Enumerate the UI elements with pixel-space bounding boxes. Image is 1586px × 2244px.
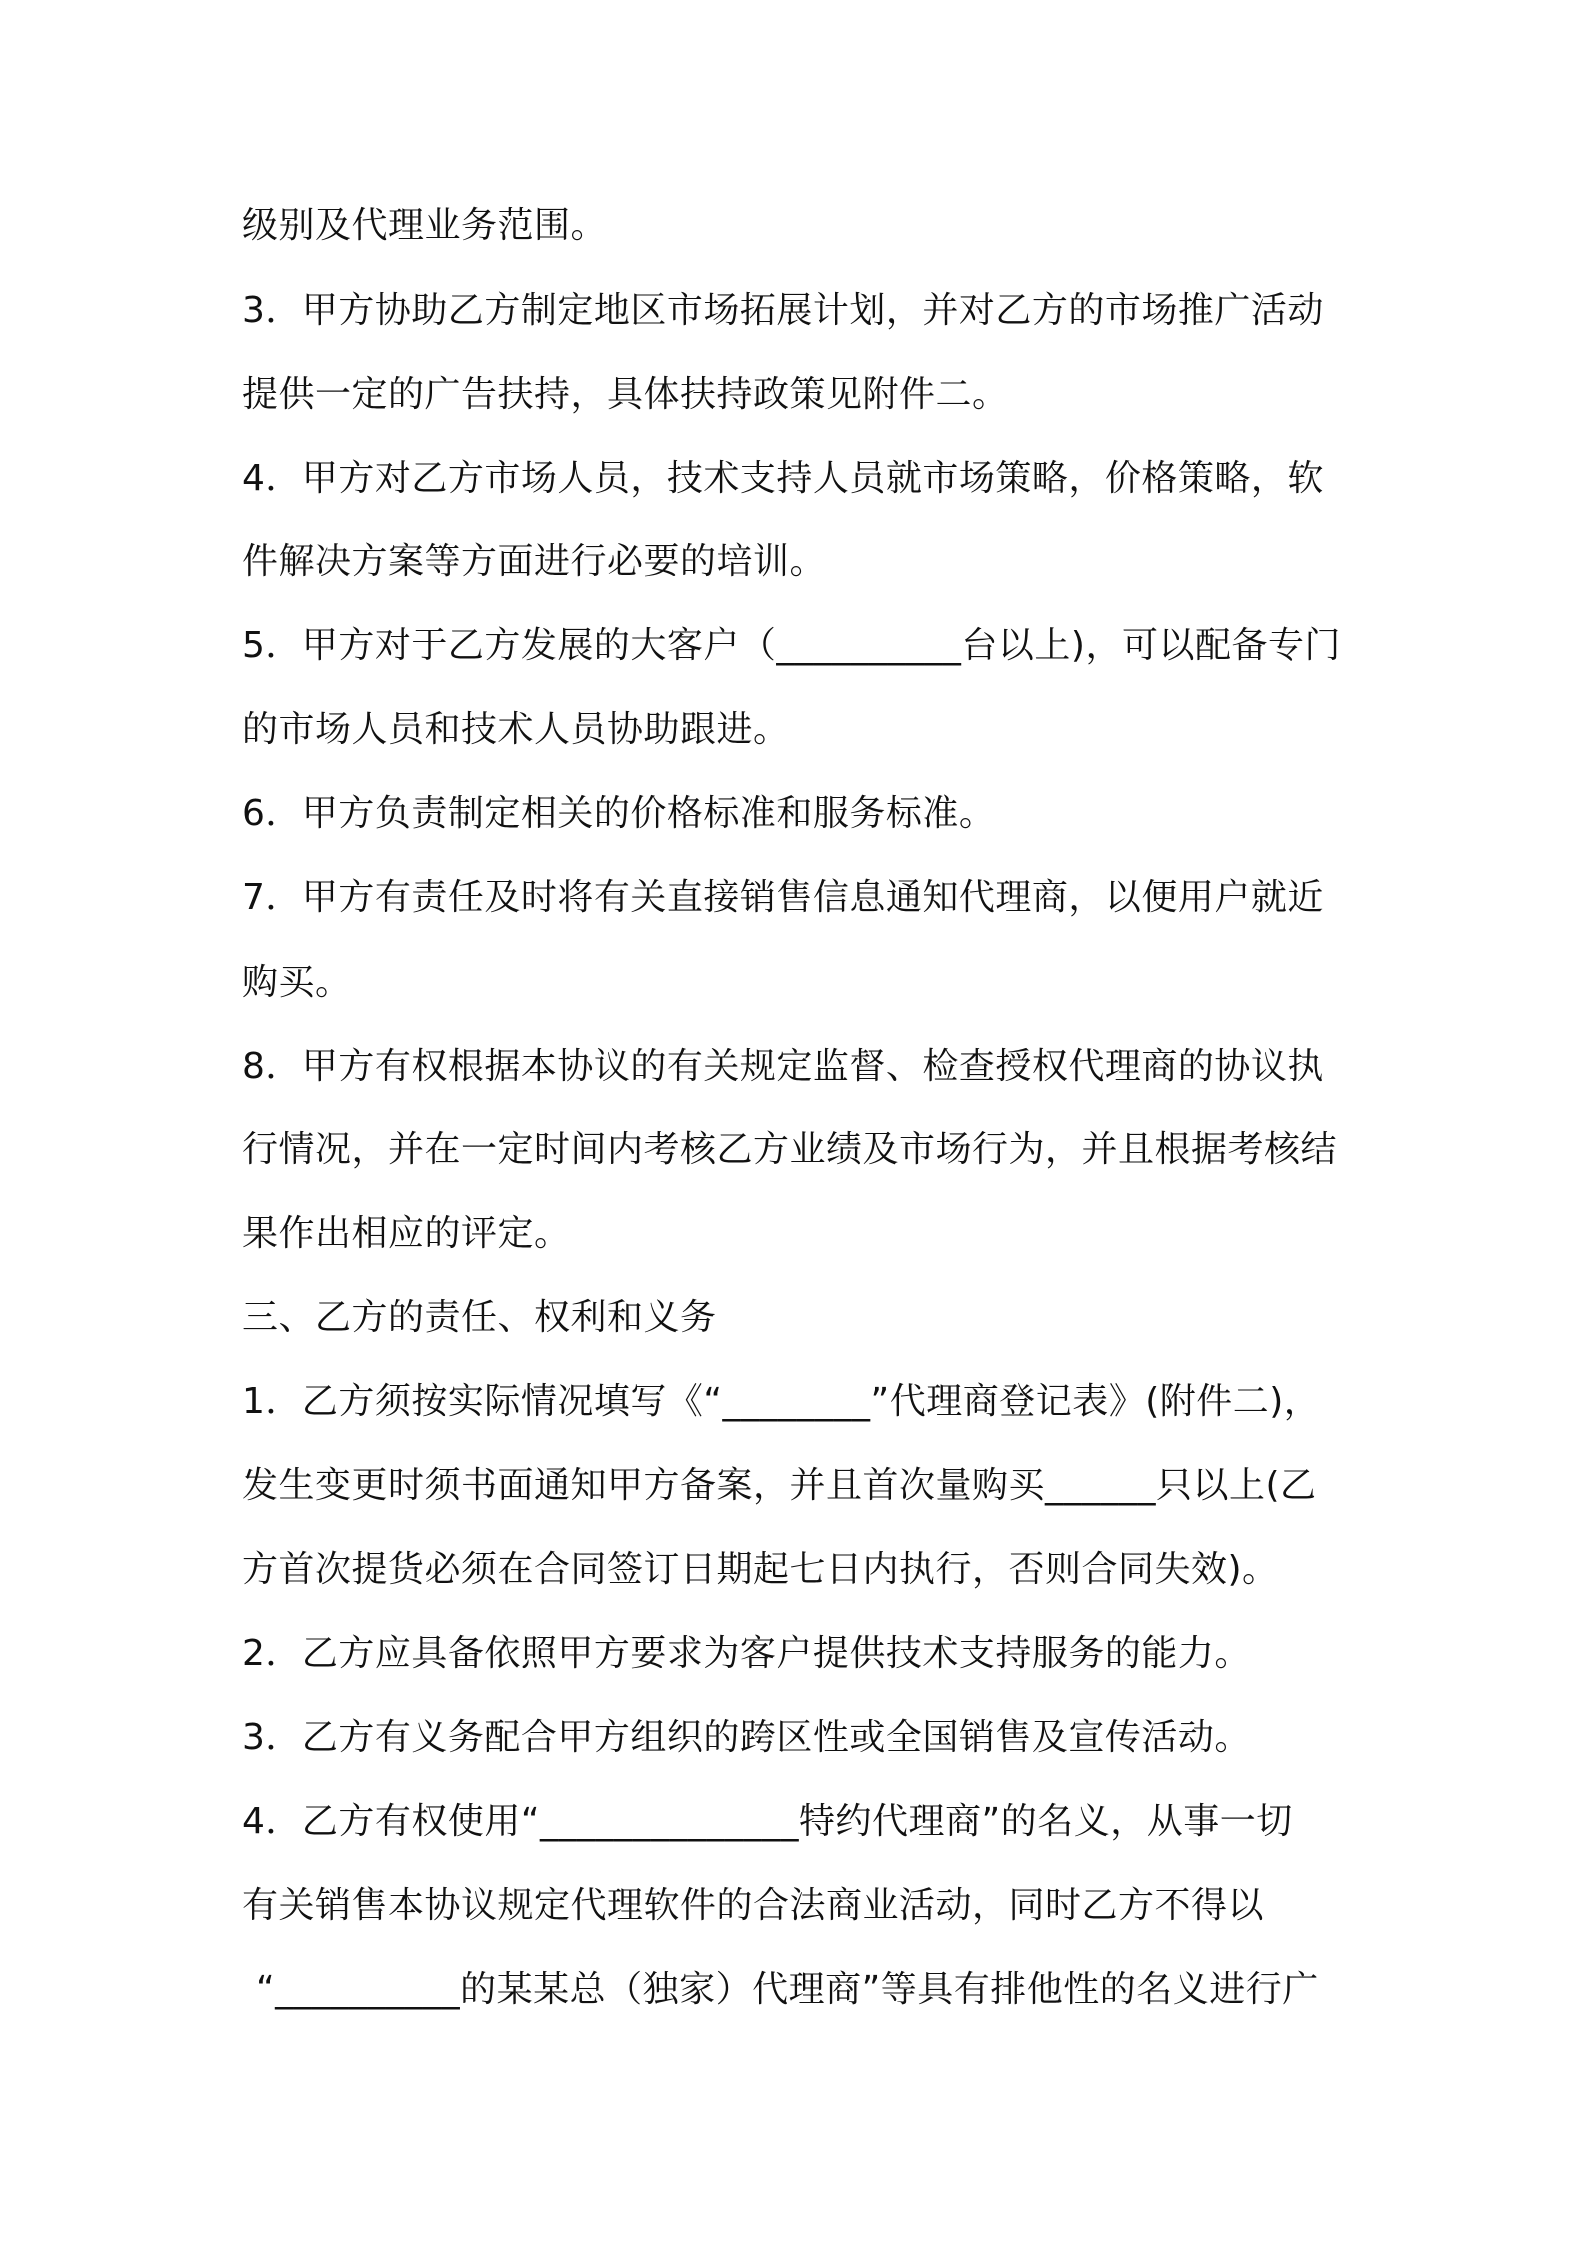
text-line: 7．甲方有责任及时将有关直接销售信息通知代理商，以便用户就近 (242, 877, 1324, 918)
text-line: 6．甲方负责制定相关的价格标准和服务标准。 (242, 793, 996, 834)
text-line: 方首次提货必须在合同签订日期起七日内执行，否则合同失效)。 (242, 1549, 1279, 1590)
text-line: 发生变更时须书面通知甲方备案，并且首次量购买______只以上(乙 (242, 1465, 1317, 1506)
text-line: 购买。 (242, 962, 352, 1003)
text-line: 8．甲方有权根据本协议的有关规定监督、检查授权代理商的协议执 (242, 1046, 1324, 1087)
text-line: 1．乙方须按实际情况填写《“________”代理商登记表》(附件二)， (242, 1381, 1321, 1422)
text-line: 提供一定的广告扶持，具体扶持政策见附件二。 (242, 374, 1009, 415)
text-line: 的市场人员和技术人员协助跟进。 (242, 709, 790, 750)
section-heading: 三、乙方的责任、权利和义务 (242, 1297, 717, 1338)
text-line: 4．乙方有权使用“______________特约代理商”的名义，从事一切 (242, 1801, 1293, 1842)
text-line: 4．甲方对乙方市场人员，技术支持人员就市场策略，价格策略，软 (242, 458, 1324, 499)
text-line: 果作出相应的评定。 (242, 1213, 571, 1254)
text-line: 有关销售本协议规定代理软件的合法商业活动，同时乙方不得以 (242, 1885, 1265, 1926)
text-line: 3．甲方协助乙方制定地区市场拓展计划，并对乙方的市场推广活动 (242, 290, 1324, 331)
text-line: 行情况，并在一定时间内考核乙方业绩及市场行为，并且根据考核结 (242, 1129, 1338, 1170)
text-line: 3．乙方有义务配合甲方组织的跨区性或全国销售及宣传活动。 (242, 1717, 1251, 1758)
text-line: “__________的某某总（独家）代理商”等具有排他性的名义进行广 (256, 1969, 1319, 2010)
text-line: 2．乙方应具备依照甲方要求为客户提供技术支持服务的能力。 (242, 1633, 1251, 1674)
text-line: 5．甲方对于乙方发展的大客户（__________台以上)，可以配备专门 (242, 625, 1341, 666)
text-line: 级别及代理业务范围。 (242, 205, 608, 246)
text-line: 件解决方案等方面进行必要的培训。 (242, 541, 827, 582)
